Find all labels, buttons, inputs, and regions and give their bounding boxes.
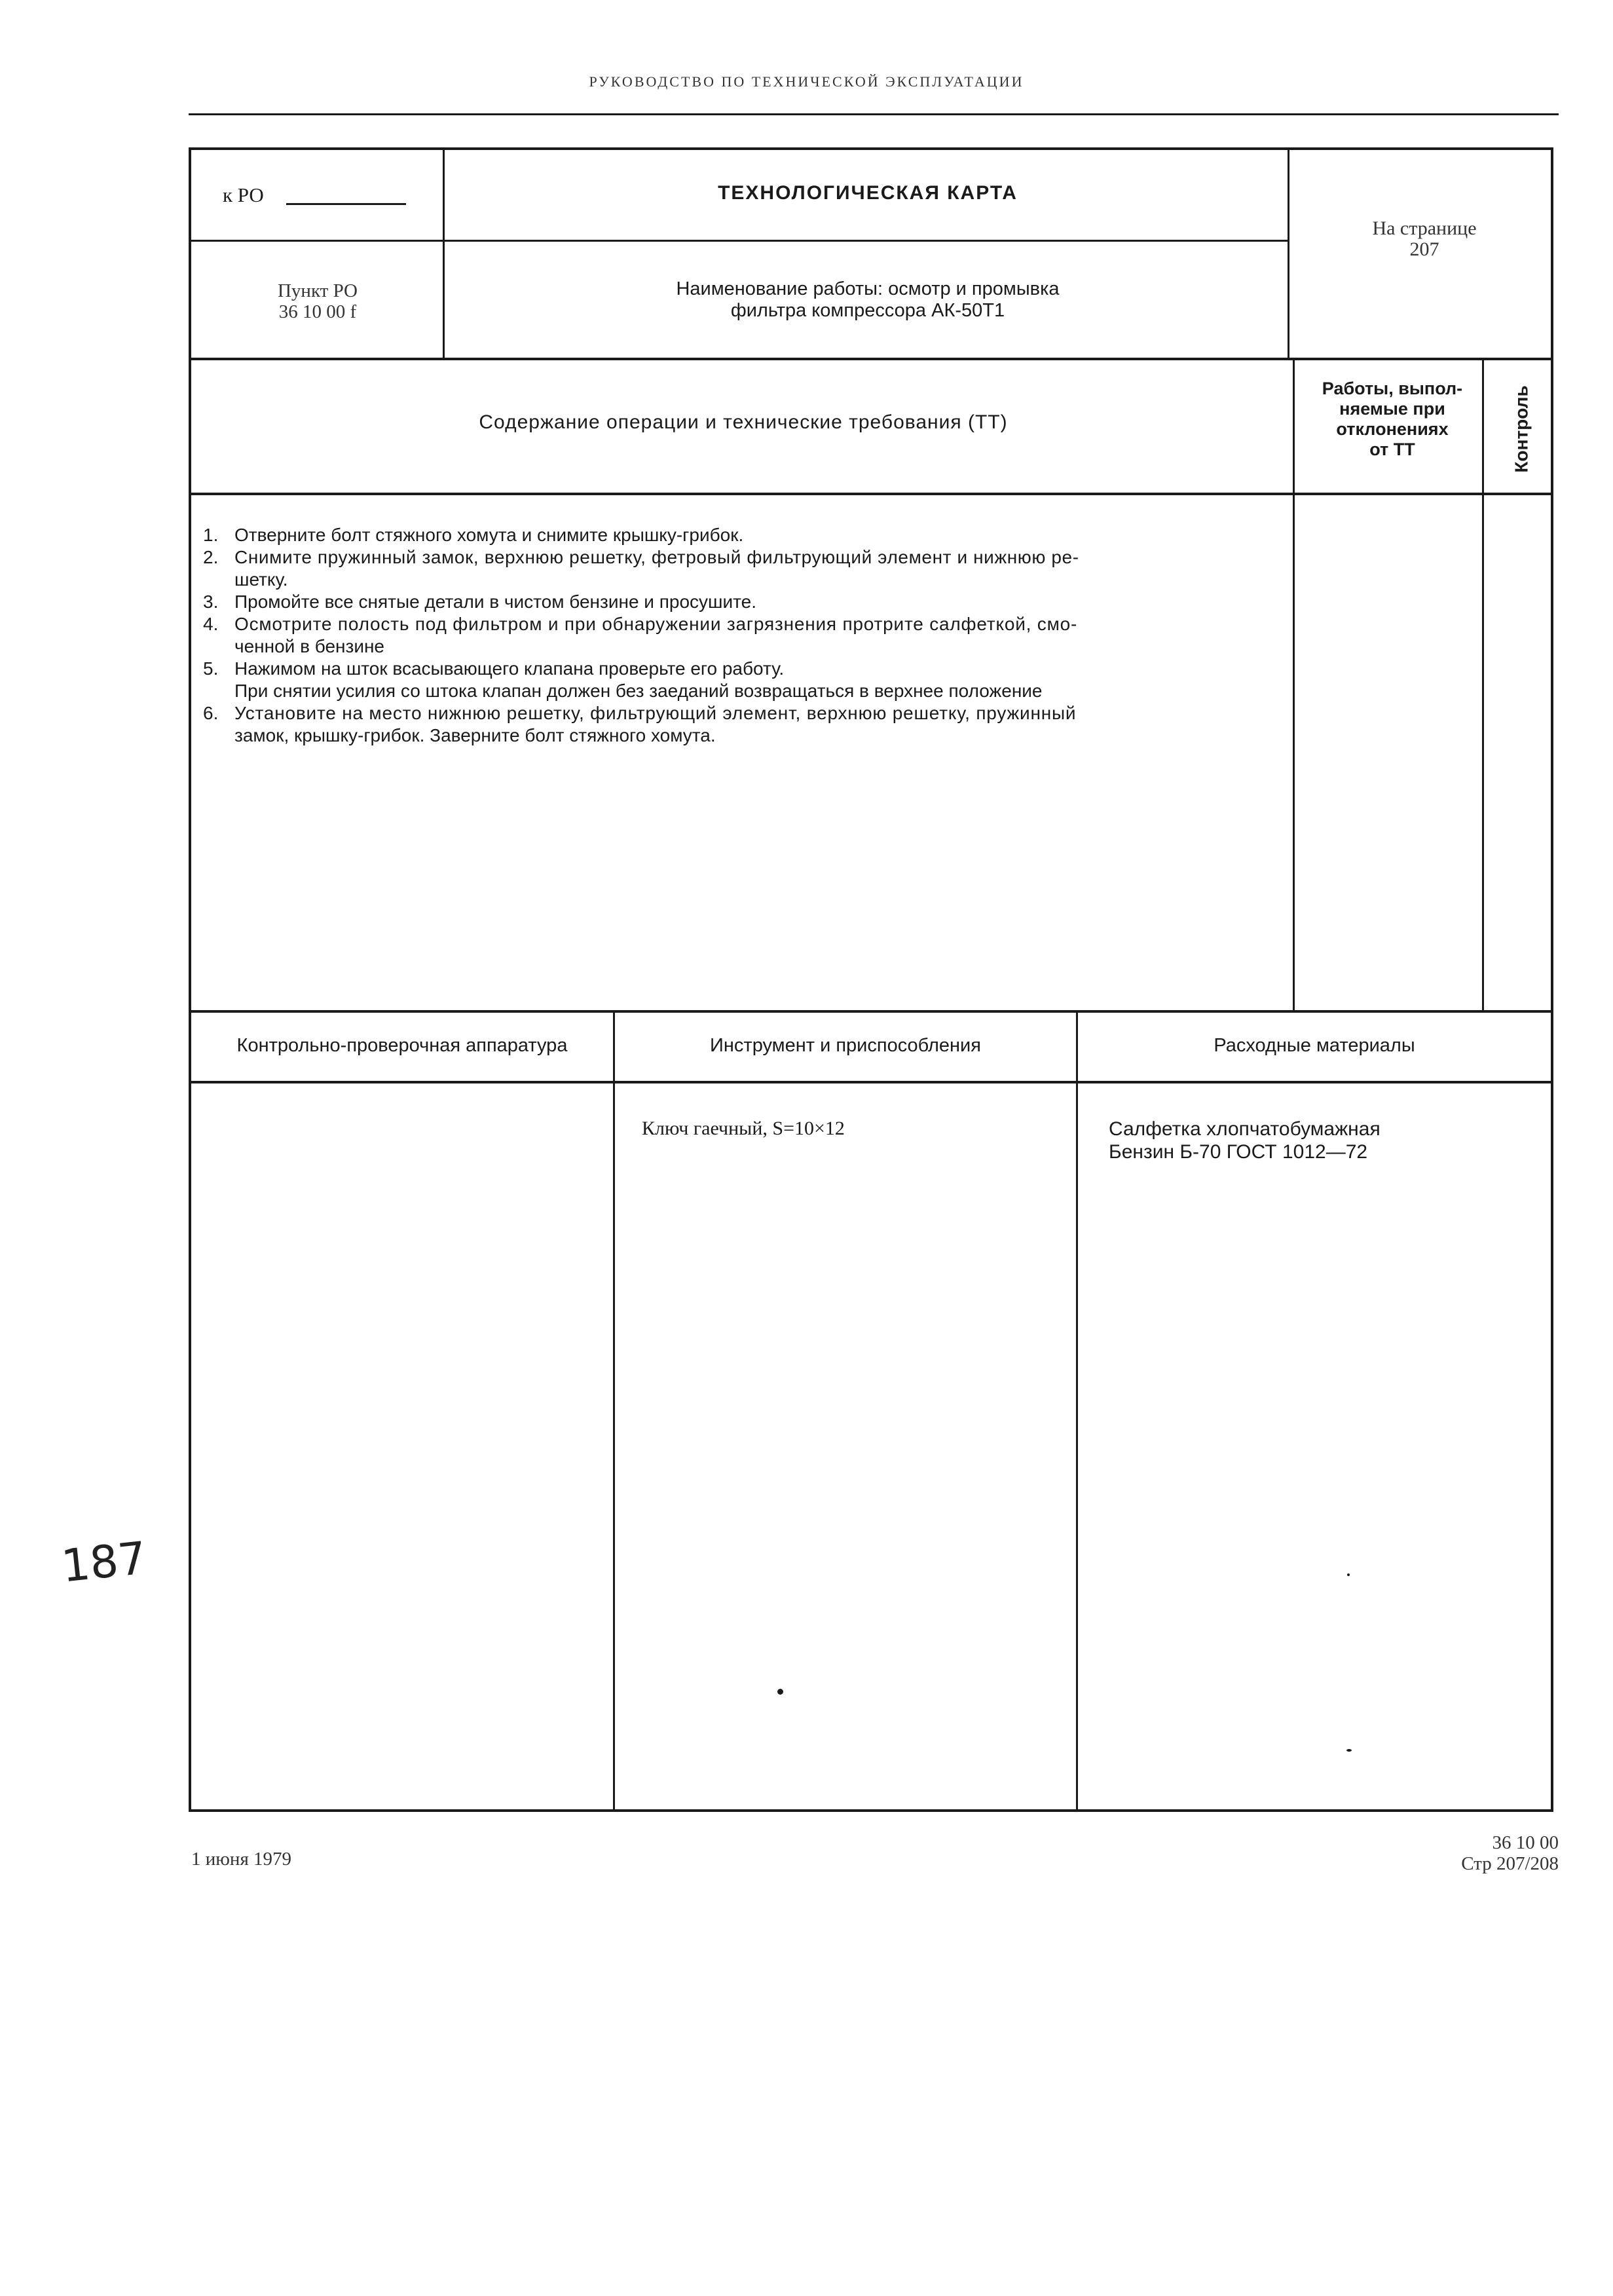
content-column-header: Содержание операции и технические требования (ТТ)	[479, 411, 1008, 433]
k-ro-blank-line	[286, 203, 406, 205]
deviations-line-4: от ТТ	[1369, 440, 1415, 459]
ink-dot	[777, 1689, 783, 1695]
list-item: Салфетка хлопчатобумажная	[1109, 1118, 1381, 1140]
colhdr-divider-v1	[1293, 359, 1295, 1013]
operation-number: 1.	[203, 525, 219, 545]
list-item: Бензин Б-70 ГОСТ 1012—72	[1109, 1141, 1368, 1163]
footer-divider-h1	[190, 1010, 1553, 1013]
deviations-line-3: отклонениях	[1336, 419, 1449, 439]
deviations-line-1: Работы, выпол-	[1322, 379, 1463, 398]
operation-text: Снимите пружинный замок, верхнюю решетку, фетровый фильтрующий элемент и нижнюю ре-	[234, 547, 1079, 567]
na-stranice-label: На странице	[1372, 217, 1477, 239]
issue-date: 1 июня 1979	[191, 1849, 292, 1870]
work-name-cell	[445, 278, 1290, 322]
work-name-line-1: Наименование работы: осмотр и промывка	[676, 278, 1060, 299]
section-number: 36 10 00	[1492, 1832, 1559, 1853]
page-footer-ref	[1408, 1832, 1559, 1874]
materials-column-header: Расходные материалы	[1214, 1035, 1415, 1056]
list-item	[203, 613, 1287, 658]
header-divider-h2	[190, 358, 1553, 360]
operation-text: шетку.	[234, 569, 288, 590]
footer-divider-v2	[1076, 1011, 1078, 1811]
list-item	[203, 546, 1287, 591]
punkt-cell	[190, 280, 445, 322]
equipment-column-header: Контрольно-проверочная аппаратура	[236, 1035, 568, 1056]
operation-number: 4.	[203, 614, 219, 634]
handwritten-page-number: 187	[59, 1532, 149, 1593]
deviations-column-header	[1297, 379, 1488, 460]
punkt-value: 36 10 00 f	[278, 301, 357, 322]
control-label: Контроль	[1511, 385, 1532, 473]
list-item	[203, 524, 1287, 546]
page-number: Стр 207/208	[1461, 1853, 1559, 1874]
operation-text: замок, крышку-грибок. Заверните болт стяжного хомута.	[234, 725, 716, 745]
k-ro-label: к РО	[223, 183, 264, 206]
operation-text: Промойте все снятые детали в чистом бензине и просушите.	[234, 592, 756, 612]
footer-divider-v1	[613, 1011, 615, 1811]
punkt-label: Пункт РО	[277, 280, 358, 301]
footer-divider-h2	[190, 1081, 1553, 1083]
operation-text: Отверните болт стяжного хомута и снимите крышку-грибок.	[234, 525, 744, 545]
header-divider-v2	[1288, 147, 1289, 359]
materials-list	[1109, 1118, 1381, 1163]
list-item	[203, 658, 1287, 702]
operations-list	[203, 524, 1287, 747]
frame-top	[189, 147, 1553, 150]
colhdr-divider-h	[190, 493, 1553, 495]
operation-number: 6.	[203, 703, 219, 723]
na-stranice-value: 207	[1409, 238, 1439, 260]
page-reference-cell	[1290, 218, 1559, 260]
operation-text: Нажимом на шток всасывающего клапана проверьте его работу.	[234, 658, 785, 679]
operation-text: При снятии усилия со штока клапан должен без заеданий возвращаться в верхнее положение	[234, 681, 1043, 701]
operation-text: Установите на место нижнюю решетку, фильтрующий элемент, верхнюю решетку, пружинный	[234, 703, 1077, 723]
deviations-line-2: няемые при	[1339, 399, 1445, 419]
tools-list	[642, 1118, 845, 1140]
frame-left	[189, 147, 191, 1812]
page-title: ТЕХНОЛОГИЧЕСКАЯ КАРТА	[718, 182, 1018, 204]
tools-column-header: Инструмент и приспособления	[710, 1035, 981, 1056]
control-column-header	[1490, 367, 1553, 491]
list-item: Ключ гаечный, S=10×12	[642, 1118, 845, 1139]
header-divider-v1	[443, 147, 445, 359]
ink-dot	[1347, 1573, 1350, 1576]
operation-number: 2.	[203, 547, 219, 567]
work-name-line-2: фильтра компрессора АК-50Т1	[730, 300, 1005, 321]
running-title: РУКОВОДСТВО ПО ТЕХНИЧЕСКОЙ ЭКСПЛУАТАЦИИ	[589, 73, 1024, 90]
frame-bottom	[190, 1809, 1553, 1812]
list-item	[203, 591, 1287, 613]
header-divider-h1	[190, 240, 1289, 242]
operation-number: 5.	[203, 658, 219, 679]
operation-text: ченной в бензине	[234, 636, 385, 656]
header-rule	[189, 113, 1559, 115]
operation-text: Осмотрите полость под фильтром и при обнаружении загрязнения протрите салфеткой, смо-	[234, 614, 1078, 634]
ink-dot	[1346, 1749, 1352, 1752]
operation-number: 3.	[203, 592, 219, 612]
list-item	[203, 702, 1287, 747]
